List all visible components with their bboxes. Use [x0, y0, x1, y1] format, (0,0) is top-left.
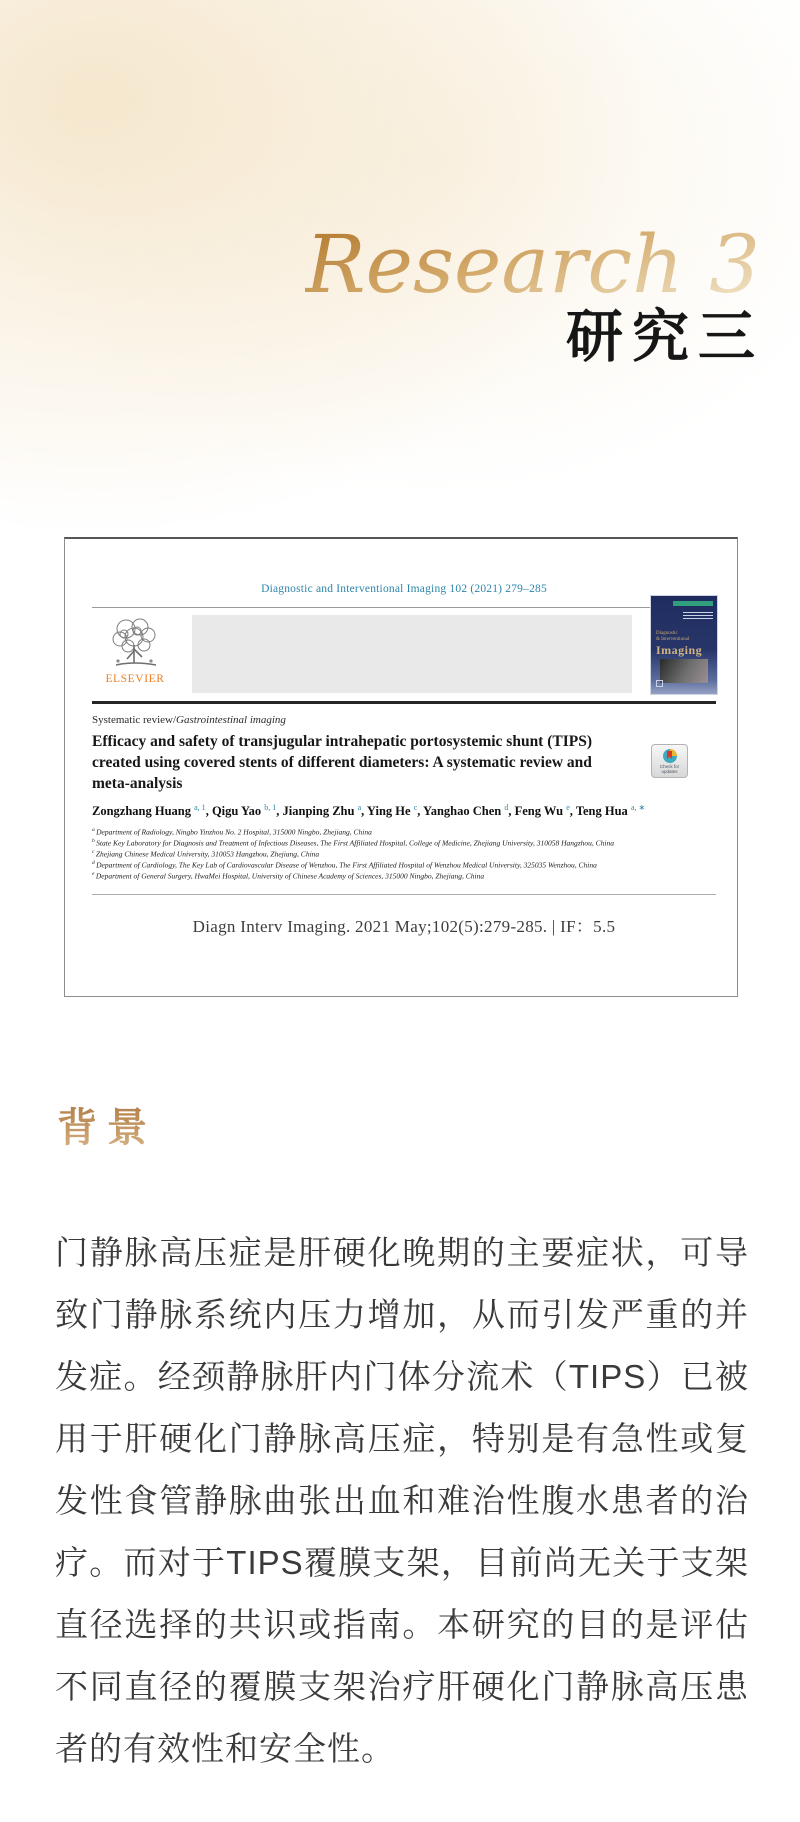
author: Jianping Zhu $^a$ [282, 803, 362, 819]
affiliation-line: $^d$ Department of Cardiology, The Key Lab of Cardiovascular Disease of Wenzhou, The First Affiliated Hospital of Wenzhou Medical University, 325035 Wenzhou, China [92, 859, 597, 870]
check-for-updates-label: Check for updates [659, 763, 680, 774]
author-list: Zongzhang Huang $^{a, 1}$, Qigu Yao $^{b, 1}$, Jianping Zhu $^a$, Ying He $^c$, Yanghao Chen $^d$, Feng Wu $^e$, Teng Hua $^{a, ∗}$ [92, 803, 646, 819]
background-paragraph: 门静脉高压症是肝硬化晚期的主要症状，可导致门静脉系统内压力增加，从而引发严重的并发症。经颈静脉肝内门体分流术（TIPS）已被用于肝硬化门静脉高压症，特别是有急性或复发性食管静脉曲张出血和难治性腹水患者的治疗。而对于TIPS覆膜支架，目前尚无关于支架直径选择的共识或指南。本研究的目的是评估不同直径的覆膜支架治疗肝硬化门静脉高压患者的有效性和安全性。 [55, 1234, 749, 1767]
affiliation-line: $^b$ State Key Laboratory for Diagnosis and Treatment of Infectious Diseases, The First Affiliated Hospital, College of Medicine, Zhejiang University, 310058 Hangzhou, China [92, 837, 615, 848]
paper-title: Efficacy and safety of transjugular intrahepatic portosystemic shunt (TIPS) created using covered stents of different diameters: A systematic review and meta-analysis [92, 733, 593, 792]
journal-reference-line: Diagnostic and Interventional Imaging 102 (2021) 279–285 [261, 583, 547, 595]
tree-icon [104, 615, 166, 671]
cover-journal-name: Diagnostic & Interventional [656, 631, 690, 642]
cover-text-lines [683, 610, 713, 619]
divider-thin-bottom [92, 894, 716, 895]
cover-figure-image [660, 659, 708, 683]
research-number-title-zh: 研究三 [566, 306, 764, 369]
author: Yanghao Chen $^d$ [423, 803, 509, 819]
affiliation-line: $^a$ Department of Radiology, Ningbo Yinzhou No. 2 Hospital, 315000 Ningbo, Zhejiang, China [92, 826, 372, 837]
author: Qigu Yao $^{b, 1}$ [211, 803, 277, 819]
paper-screenshot-card [64, 537, 738, 997]
elsevier-logo [92, 615, 178, 693]
check-for-updates-badge [651, 744, 688, 778]
author: Feng Wu $^e$ [514, 803, 570, 819]
divider-thick [92, 701, 716, 704]
research-number-title-en: Research 3 [305, 218, 760, 311]
bookmark-circle-icon [663, 749, 677, 763]
affiliation-line: $^c$ Zhejiang Chinese Medical University, 310053 Hangzhou, Zhejiang, China [92, 848, 320, 859]
affiliation-line: $^e$ Department of General Surgery, HwaMei Hospital, University of Chinese Academy of Sciences, 315000 Ningbo, Zhejiang, China [92, 871, 485, 881]
divider-thin-top [92, 607, 716, 608]
background-heading: 背景 [57, 1101, 157, 1155]
citation-impact-factor-line: Diagn Interv Imaging. 2021 May;102(5):279-285. | IF：5.5 [192, 917, 616, 937]
author: Teng Hua $^{a, ∗}$ [575, 803, 646, 819]
journal-masthead [92, 615, 716, 693]
cover-teal-bar [673, 601, 713, 606]
cover-publisher-mark [656, 680, 663, 687]
journal-banner-placeholder [192, 615, 632, 693]
author: Zongzhang Huang $^{a, 1}$ [92, 803, 206, 819]
cover-journal-title: Imaging [656, 643, 703, 657]
elsevier-wordmark: ELSEVIER [105, 673, 165, 685]
journal-cover-thumbnail [650, 595, 718, 695]
affiliation-list [92, 826, 716, 881]
author: Ying He $^c$ [366, 803, 418, 819]
article-section-label: Systematic review/Gastrointestinal imaging [92, 714, 286, 726]
